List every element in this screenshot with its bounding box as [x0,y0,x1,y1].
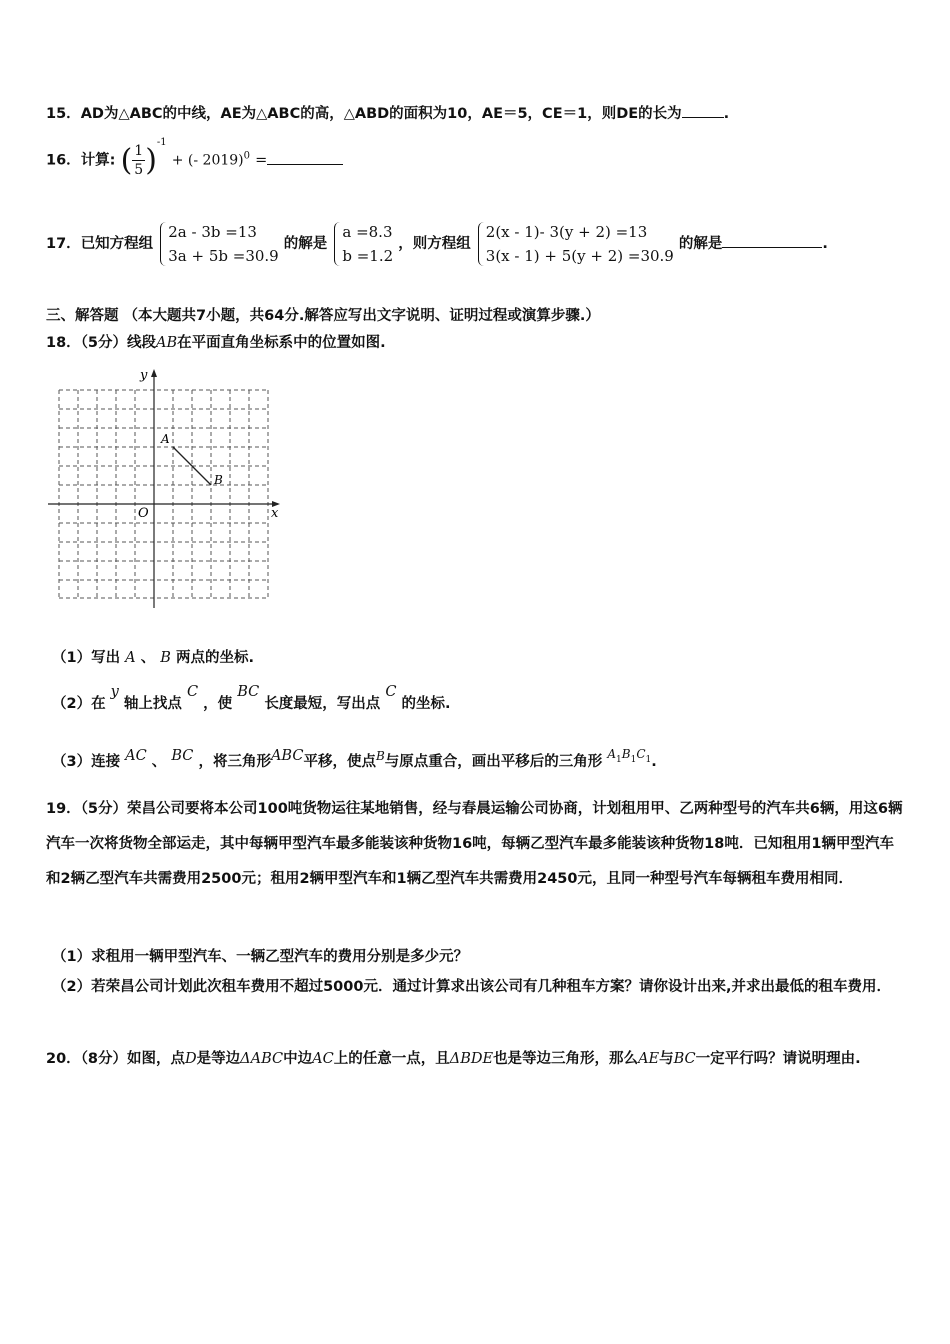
q20-number: 20． [46,1051,81,1067]
q15-answer-blank [682,105,724,118]
q15-end: . [723,106,730,122]
q20-text-g: 一定平行吗？请说明理由. [695,1051,861,1067]
q17-label-4: 的解是 [678,236,723,252]
grid-lines [59,390,268,598]
y-axis-label: y [140,368,148,383]
q18-p2-text-e: 的坐标. [401,696,451,712]
x-axis-label: x [271,506,279,521]
q17-end: . [822,236,828,252]
system-1-row-1: 2a - 3b =13 [168,223,257,241]
q18-p3-separator: 、 [151,754,167,770]
q18-part-2 [52,684,451,713]
q18-p1-separator: 、 [140,650,156,666]
q18-p2-y-axis: y [110,684,119,700]
q16-fraction [132,142,145,179]
equation-system-2 [476,220,674,268]
fraction-numerator: 1 [134,143,144,159]
q18-p2-segment-bc: BC [237,684,260,700]
q18-p3-point-b: B [375,749,385,763]
right-paren: ) [145,143,157,178]
question-19 [46,792,908,897]
b1-letter: B [621,747,631,761]
left-paren: ( [120,143,133,178]
q20-text-c: 中边 [283,1051,313,1067]
q20-triangle-abc: ΔABC [240,1051,284,1067]
q18-part-1 [52,646,254,667]
c1-letter: C [636,747,646,761]
question-17 [46,220,828,268]
q20-segment-bc: BC [673,1051,696,1067]
q16-middle: + (- 2019) [171,152,244,169]
coordinate-grid-figure [40,362,290,612]
q18-p3-text-a: （3）连接 [52,754,121,770]
question-18 [46,331,386,352]
q18-number: 18． [46,335,81,351]
q18-p1-text-b: 两点的坐标. [175,650,254,666]
a1-letter: A [607,747,617,761]
q19-part-2: （2）若荣昌公司计划此次租车费用不超过5000元．通过计算求出该公司有几种租车方案？请你设计出来,并求出最低的租车费用． [52,979,891,995]
q18-p3-end: . [651,754,657,770]
point-a-label: A [161,432,170,446]
q17-label-2: 的解是 [283,236,328,252]
q18-p3-segment-bc: BC [171,748,194,764]
q18-p2-text-c: ，使 [203,696,233,712]
q15-number: 15． [46,106,81,122]
q20-segment-ae: AE [638,1051,660,1067]
q16-exponent-1: -1 [156,136,167,148]
q19-part-1: （1）求租用一辆甲型汽车、一辆乙型汽车的费用分别是多少元？ [52,949,469,965]
q20-text-b: 是等边 [196,1051,241,1067]
q18-p1-text-a: （1）写出 [52,650,121,666]
q17-number: 17． [46,236,81,252]
q18-p3-triangle-abc: ABC [270,748,304,764]
q20-text-e: 也是等边三角形，那么 [493,1051,639,1067]
q20-point-d: D [185,1051,197,1067]
q20-triangle-bde: ΔBDE [449,1051,494,1067]
q16-exponent-2: 0 [243,150,251,162]
solution-row-2: b =1.2 [342,247,394,265]
q18-p1-point-a: A [125,650,136,666]
point-b-label: B [214,473,223,487]
q18-p3-text-b: ，将三角形 [198,754,271,770]
q16-equals: = [255,152,268,169]
q20-text-f: 与 [659,1051,674,1067]
q18-p2-text-b: 轴上找点 [123,696,182,712]
q16-label: 计算: [80,152,116,169]
q18-score: （5分）线段 [80,335,157,351]
question-20 [46,1042,908,1077]
a1-subscript: 1 [616,754,622,765]
system-2-row-1: 2(x - 1)- 3(y + 2) =13 [485,223,648,241]
q16-answer-blank [267,152,343,165]
system-1-row-2: 3a + 5b =30.9 [168,247,279,265]
q15-text: AD为△ABC的中线，AE为△ABC的高，△ABD的面积为10，AE＝5，CE＝1，则DE的长为 [80,106,682,122]
q17-answer-blank [722,235,822,248]
q16-number: 16． [46,152,81,169]
q18-part-3 [52,747,657,773]
q18-text: 在平面直角坐标系中的位置如图. [177,335,386,351]
fraction-denominator: 5 [134,162,144,178]
q18-p2-text-a: （2）在 [52,696,106,712]
q20-text-d: 上的任意一点，且 [333,1051,450,1067]
q20-text-a: （8分）如图，点 [80,1051,186,1067]
c1-subscript: 1 [645,754,652,765]
q18-p3-text-d: 与原点重合，画出平移后的三角形 [384,754,603,770]
solution-system [332,220,393,268]
q18-p2-point-c: C [186,684,199,700]
question-15 [46,102,729,123]
q18-p2-point-c-2: C [385,684,397,700]
q19-text: （5分）荣昌公司要将本公司100吨货物运往某地销售，经与春晨运输公司协商，计划租用甲、乙两种型号的汽车共6辆，用这6辆汽车一次将货物全部运走，其中每辆甲型汽车最多能装该种货物16吨，每辆乙型汽车最多能装该种货物18吨．已知租用1辆甲型汽车和2辆乙型汽车共需费用2500元；租用2辆甲型汽车和1辆乙型汽车共需费用2450元，且同一种型号汽车每辆租车费用相同． [46,801,903,887]
q17-label-3: ，则方程组 [398,236,471,252]
equation-system-1 [158,220,278,268]
system-2-row-2: 3(x - 1) + 5(y + 2) =30.9 [485,247,674,265]
q18-p2-text-d: 长度最短，写出点 [264,696,381,712]
q18-p3-text-c: 平移，使点 [303,754,376,770]
q19-number: 19． [46,801,81,817]
segment-ab: AB [156,335,178,351]
origin-label: O [138,506,149,521]
q18-p1-point-b: B [160,650,171,666]
q20-segment-ac: AC [312,1051,334,1067]
q18-p3-segment-ac: AC [125,748,147,764]
q17-label-1: 已知方程组 [80,236,154,252]
y-axis-arrow-icon [151,369,157,377]
section-3-header: 三、解答题 （本大题共7小题，共64分.解答应写出文字说明、证明过程或演算步骤.） [46,308,600,324]
solution-row-1: a =8.3 [342,223,393,241]
question-16 [46,136,343,179]
q18-p3-triangle-a1b1c1 [607,746,652,765]
b1-subscript: 1 [630,754,637,765]
